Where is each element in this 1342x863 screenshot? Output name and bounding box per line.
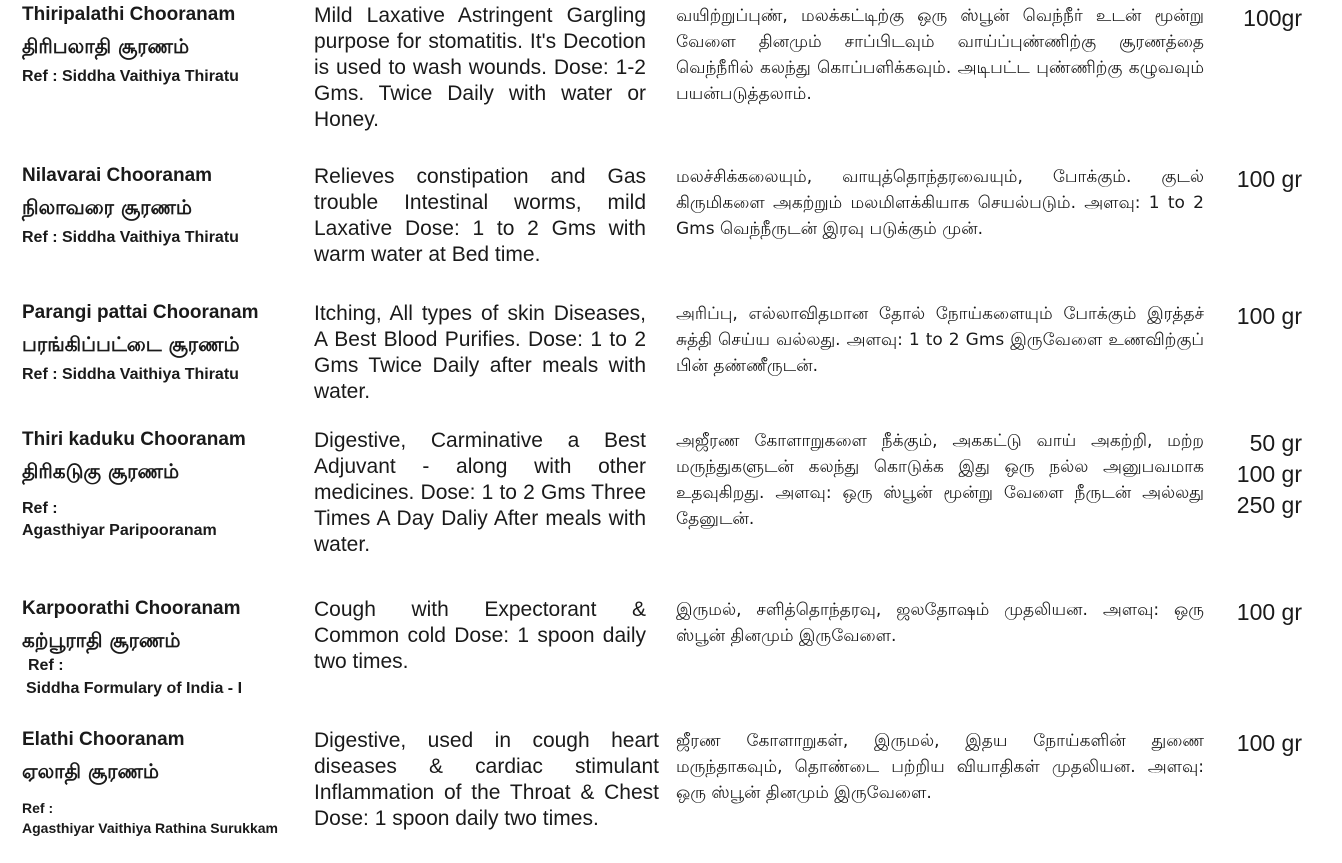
product-description: Cough with Expectorant & Common cold Dose: 1 spoon daily two times. <box>314 598 646 673</box>
product-description: Itching, All types of skin Diseases, A Best Blood Purifies. Dose: 1 to 2 Gms Twice Daily after meals with water. <box>314 302 646 403</box>
product-name-block <box>22 728 302 838</box>
reference-source: Siddha Formulary of India - I <box>26 680 243 697</box>
tamil-description: வயிற்றுப்புண், மலக்கட்டிற்கு ஒரு ஸ்பூன் வெந்நீர் உடன் மூன்று வேளை தினமும் சாப்பிடவும் வாய்ப்புண்ணிற்கு சூரணத்தை வெந்நீரில் கலந்து கொப்பளிக்கவும். அடிபட்ட புண்ணிற்கு கழுவவும் பயன்படுத்தலாம். <box>676 6 1204 104</box>
product-name-block <box>22 3 302 88</box>
quantity <box>1192 428 1302 521</box>
product-description: Digestive, used in cough heart diseases & cardiac stimulant Inflammation of the Throat & Chest Dose: 1 spoon daily two times. <box>314 729 659 830</box>
reference: Ref : <box>22 500 58 517</box>
reference: Ref : <box>22 800 54 816</box>
product-description: Relieves constipation and Gas trouble Intestinal worms, mild Laxative Dose: 1 to 2 Gms with warm water at Bed time. <box>314 165 646 266</box>
quantity-value: 100gr <box>1243 5 1302 31</box>
reference: Ref : <box>28 657 64 674</box>
quantity-value: 50 gr <box>1249 430 1302 456</box>
quantity <box>1192 301 1302 332</box>
quantity-value: 100 gr <box>1236 303 1302 329</box>
product-name-block <box>22 301 302 386</box>
product-name-block <box>22 164 302 249</box>
quantity-value: 100 gr <box>1236 166 1302 192</box>
quantity-value: 250 gr <box>1236 492 1302 518</box>
product-name-tamil: ஏலாதி சூரணம் <box>22 759 159 783</box>
product-name-english: Nilavarai Chooranam <box>22 165 213 186</box>
quantity <box>1192 3 1302 34</box>
product-name-english: Karpoorathi Chooranam <box>22 598 241 619</box>
quantity <box>1192 597 1302 628</box>
product-name-english: Thiripalathi Chooranam <box>22 4 236 25</box>
reference: Ref : Siddha Vaithiya Thiratu <box>22 229 239 246</box>
product-name-english: Parangi pattai Chooranam <box>22 302 259 323</box>
product-name-english: Elathi Chooranam <box>22 729 185 750</box>
product-name-tamil: திரிகடுகு சூரணம் <box>22 459 180 483</box>
quantity-value: 100 gr <box>1236 461 1302 487</box>
product-name-tamil: கற்பூராதி சூரணம் <box>22 628 181 652</box>
quantity <box>1192 728 1302 759</box>
reference-source: Agasthiyar Paripooranam <box>22 522 217 539</box>
product-name-tamil: திரிபலாதி சூரணம் <box>22 34 190 58</box>
product-name-tamil: நிலாவரை சூரணம் <box>22 195 192 219</box>
tamil-description: இருமல், சளித்தொந்தரவு, ஜலதோஷம் முதலியன. அளவு: ஒரு ஸ்பூன் தினமும் இருவேளை. <box>676 600 1204 646</box>
product-name-block <box>22 597 302 700</box>
quantity-value: 100 gr <box>1236 730 1302 756</box>
product-name-english: Thiri kaduku Chooranam <box>22 429 246 450</box>
reference: Ref : Siddha Vaithiya Thiratu <box>22 68 239 85</box>
reference: Ref : Siddha Vaithiya Thiratu <box>22 366 239 383</box>
tamil-description: அஜீரண கோளாறுகளை நீக்கும், அககட்டு வாய் அகற்றி, மற்ற மருந்துகளுடன் கலந்து கொடுக்க இது ஒரு நல்ல அனுபவமாக உதவுகிறது. அளவு: ஒரு ஸ்பூன் மூன்று வேளை நீருடன் அல்லது தேனுடன். <box>676 431 1204 529</box>
reference-source: Agasthiyar Vaithiya Rathina Surukkam <box>22 820 278 836</box>
product-description: Mild Laxative Astringent Gargling purpose for stomatitis. It's Decotion is used to wash wounds. Dose: 1-2 Gms. Twice Daily with water or Honey. <box>314 4 646 131</box>
product-name-tamil: பரங்கிப்பட்டை சூரணம் <box>22 332 240 356</box>
tamil-description: ஜீரண கோளாறுகள், இருமல், இதய நோய்களின் துணை மருந்தாகவும், தொண்டை பற்றிய வியாதிகள் முதலியன. அளவு: ஒரு ஸ்பூன் தினமும் இருவேளை. <box>676 731 1204 803</box>
quantity <box>1192 164 1302 195</box>
product-name-block <box>22 428 302 542</box>
quantity-value: 100 gr <box>1236 599 1302 625</box>
tamil-description: மலச்சிக்கலையும், வாயுத்தொந்தரவையும், போக்கும். குடல் கிருமிகளை அகற்றும் மலமிளக்கியாக செயல்படும். அளவு: 1 to 2 Gms வெந்நீருடன் இரவு படுக்கும் முன். <box>676 167 1204 239</box>
tamil-description: அரிப்பு, எல்லாவிதமான தோல் நோய்களையும் போக்கும் இரத்தச் சுத்தி செய்ய வல்லது. அளவு: 1 to 2 Gms இருவேளை உணவிற்குப் பின் தண்ணீருடன். <box>676 304 1204 376</box>
product-description: Digestive, Carminative a Best Adjuvant - along with other medicines. Dose: 1 to 2 Gms Three Times A Day Daliy After meals with water. <box>314 429 646 556</box>
